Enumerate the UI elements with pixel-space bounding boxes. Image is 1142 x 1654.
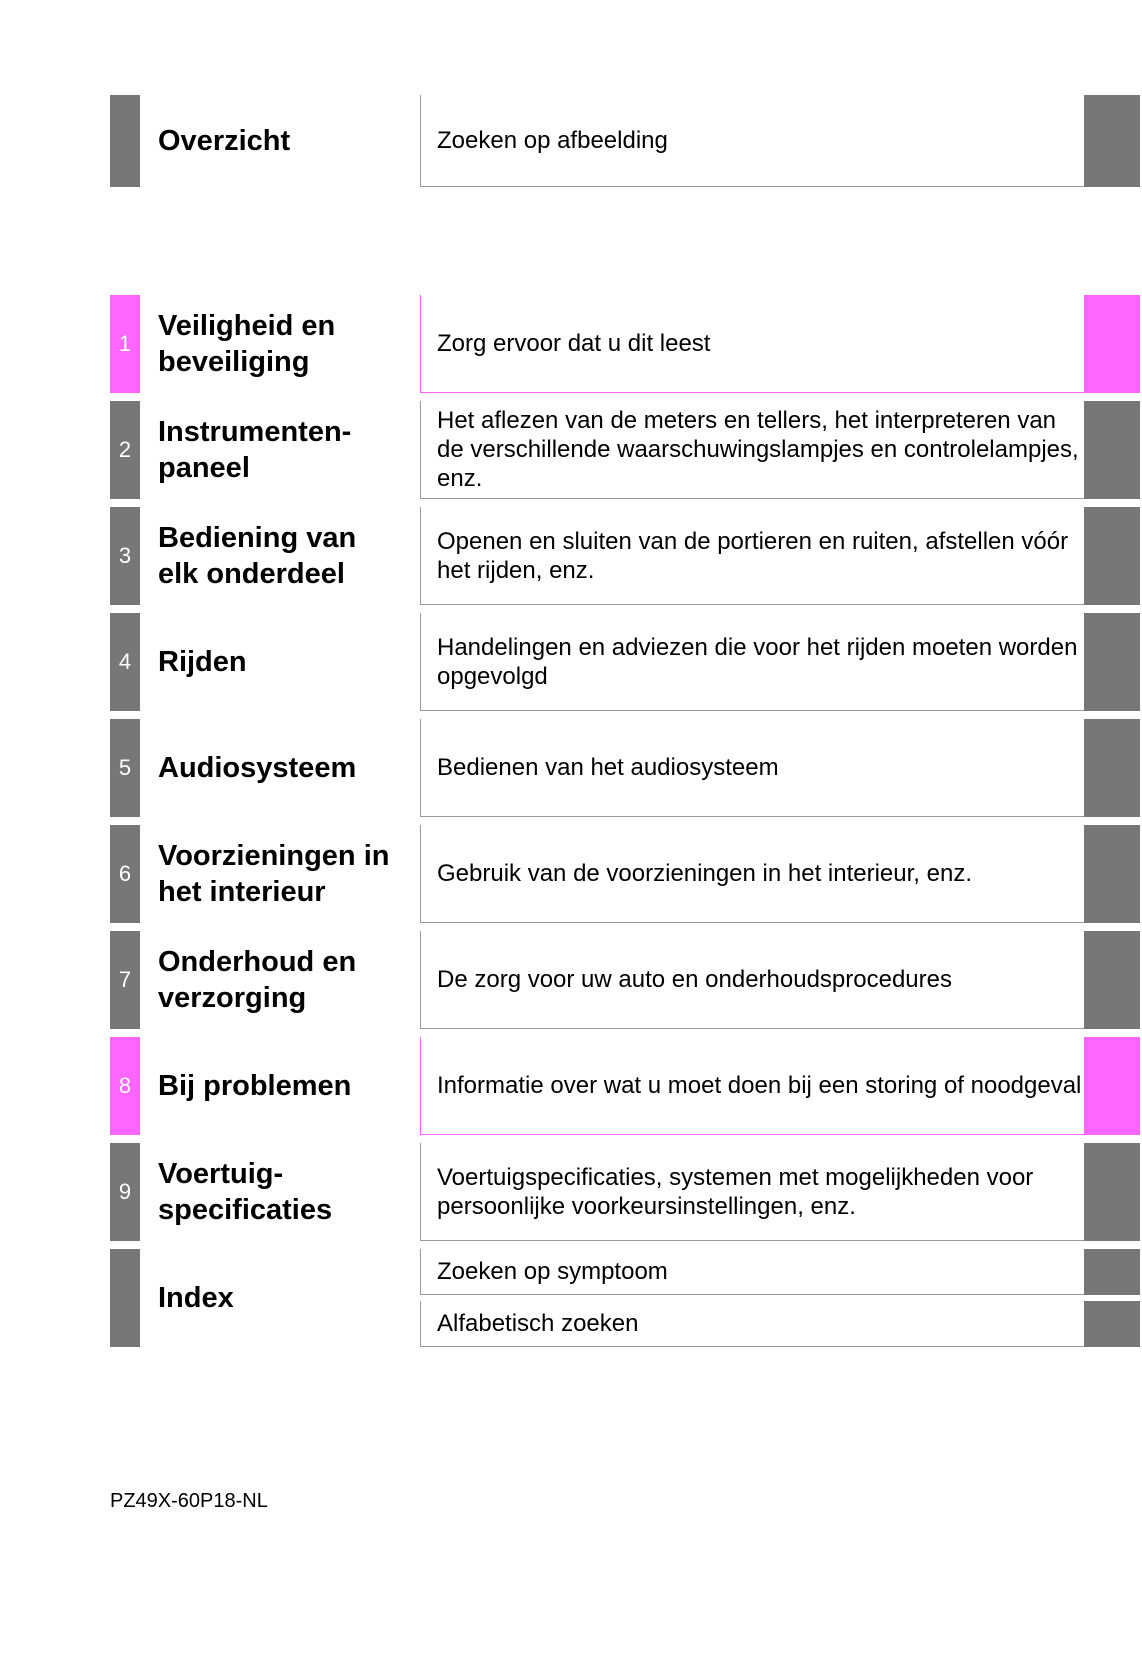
section-side-tab-2 (1084, 401, 1140, 499)
section-desc-1[interactable]: Zorg ervoor dat u dit leest (420, 295, 1084, 393)
overview-desc[interactable]: Zoeken op afbeelding (420, 95, 1084, 187)
section-side-tab-8 (1084, 1037, 1140, 1135)
section-tab-4: 4 (110, 613, 140, 711)
section-side-tab-3 (1084, 507, 1140, 605)
footer-code: PZ49X-60P18-NL (110, 1490, 268, 1512)
section-desc-5[interactable]: Bedienen van het audiosysteem (420, 719, 1084, 817)
section-title-5: Audiosysteem (158, 752, 357, 784)
section-tab-1: 1 (110, 295, 140, 393)
section-row-2[interactable] (110, 401, 1140, 499)
index-row[interactable] (110, 1249, 1140, 1347)
index-title: Index (158, 1282, 234, 1314)
section-row-7[interactable] (110, 931, 1140, 1029)
section-row-4[interactable] (110, 613, 1140, 711)
section-row-8[interactable] (110, 1037, 1140, 1135)
section-title-8: Bij problemen (158, 1070, 352, 1102)
section-row-6[interactable] (110, 825, 1140, 923)
section-row-1[interactable] (110, 295, 1140, 393)
index-item-alphabetical[interactable]: Alfabetisch zoeken (420, 1301, 1084, 1347)
section-desc-8[interactable]: Informatie over wat u moet doen bij een storing of noodgeval (420, 1037, 1084, 1135)
section-side-tab-4 (1084, 613, 1140, 711)
section-desc-9[interactable]: Voertuigspecificaties, systemen met mogelijkheden voor persoonlijke voorkeursinstellingen, enz. (420, 1143, 1084, 1241)
index-side-tab-2 (1084, 1301, 1140, 1347)
index-tab (110, 1249, 140, 1347)
section-desc-2[interactable]: Het aflezen van de meters en tellers, het interpreteren van de verschillende waarschuwingslampjes en controlelampjes, enz. (420, 401, 1084, 499)
section-title-6: Voorzieningen in het interieur (158, 840, 390, 908)
index-side-tab-1 (1084, 1249, 1140, 1295)
section-title-2: Instrumenten- paneel (158, 416, 352, 484)
section-tab-9: 9 (110, 1143, 140, 1241)
overview-title: Overzicht (158, 125, 291, 157)
overview-side-tab (1084, 95, 1140, 187)
section-tab-6: 6 (110, 825, 140, 923)
section-row-9[interactable] (110, 1143, 1140, 1241)
section-side-tab-9 (1084, 1143, 1140, 1241)
section-tab-7: 7 (110, 931, 140, 1029)
overview-row[interactable] (110, 95, 1140, 187)
section-row-5[interactable] (110, 719, 1140, 817)
section-side-tab-7 (1084, 931, 1140, 1029)
section-title-7: Onderhoud en verzorging (158, 946, 357, 1014)
section-title-4: Rijden (158, 646, 247, 678)
section-side-tab-6 (1084, 825, 1140, 923)
section-desc-7[interactable]: De zorg voor uw auto en onderhoudsprocedures (420, 931, 1084, 1029)
overview-tab (110, 95, 140, 187)
section-side-tab-5 (1084, 719, 1140, 817)
section-tab-2: 2 (110, 401, 140, 499)
section-title-3: Bediening van elk onderdeel (158, 522, 357, 590)
section-tab-8: 8 (110, 1037, 140, 1135)
section-desc-3[interactable]: Openen en sluiten van de portieren en ruiten, afstellen vóór het rijden, enz. (420, 507, 1084, 605)
section-tab-5: 5 (110, 719, 140, 817)
section-row-3[interactable] (110, 507, 1140, 605)
section-title-1: Veiligheid en beveiliging (158, 310, 336, 378)
section-side-tab-1 (1084, 295, 1140, 393)
index-item-symptom[interactable]: Zoeken op symptoom (420, 1249, 1084, 1295)
section-title-9: Voertuig- specificaties (158, 1158, 333, 1226)
section-desc-4[interactable]: Handelingen en adviezen die voor het rijden moeten worden opgevolgd (420, 613, 1084, 711)
section-tab-3: 3 (110, 507, 140, 605)
section-desc-6[interactable]: Gebruik van de voorzieningen in het interieur, enz. (420, 825, 1084, 923)
